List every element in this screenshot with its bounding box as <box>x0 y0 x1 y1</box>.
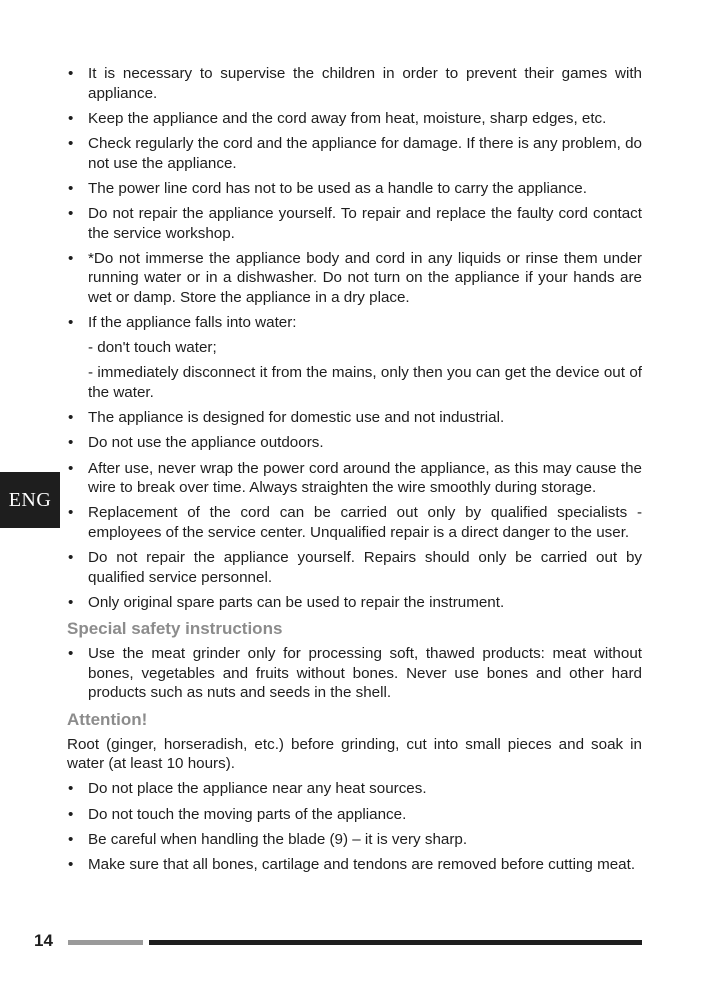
attention-paragraph: Root (ginger, horseradish, etc.) before grinding, cut into small pieces and soak in water (at least 10 hours). <box>67 735 642 773</box>
language-tab: ENG <box>0 472 60 528</box>
water-subitem: - don't touch water; <box>88 339 217 357</box>
special-safety-heading: Special safety instructions <box>67 619 283 639</box>
list-item: • After use, never wrap the power cord around the appliance, as this may cause the wire to break over time. Always straighten the wire smoothly during storage. <box>67 459 642 498</box>
page-number: 14 <box>34 931 53 950</box>
list-item: • The power line cord has not to be used as a handle to carry the appliance. <box>67 179 642 199</box>
list-item: • Use the meat grinder only for processing soft, thawed products: meat without bones, vegetables and fruits without bones. Never use bones and other hard products such as nuts and seeds in the shell. <box>67 644 642 703</box>
footer-bar-black <box>149 940 642 945</box>
list-item: • Do not repair the appliance yourself. Repairs should only be carried out by qualified service personnel. <box>67 548 642 587</box>
list-item: • If the appliance falls into water: <box>67 313 642 333</box>
manual-content <box>67 64 642 880</box>
water-subitem: - immediately disconnect it from the mains, only then you can get the device out of the water. <box>88 364 642 402</box>
list-item: • Replacement of the cord can be carried out only by qualified specialists - employees of the service center. Unqualified repair is a direct danger to the user. <box>67 503 642 542</box>
list-item: • It is necessary to supervise the children in order to prevent their games with appliance. <box>67 64 642 103</box>
list-item: • Make sure that all bones, cartilage and tendons are removed before cutting meat. <box>67 855 642 875</box>
list-item: • Do not repair the appliance yourself. To repair and replace the faulty cord contact the service workshop. <box>67 204 642 243</box>
attention-list <box>67 779 642 874</box>
list-item: • The appliance is designed for domestic use and not industrial. <box>67 408 642 428</box>
footer-bar-grey <box>68 940 143 945</box>
special-safety-list <box>67 644 642 703</box>
attention-heading: Attention! <box>67 709 148 729</box>
list-item: • Do not touch the moving parts of the appliance. <box>67 805 642 825</box>
list-item: • *Do not immerse the appliance body and cord in any liquids or rinse them under running water or in a dishwasher. Do not turn on the appliance if your hands are wet or damp. Store the appliance in a dry place. <box>67 249 642 308</box>
list-item: • Do not use the appliance outdoors. <box>67 433 642 453</box>
list-item: • Check regularly the cord and the appliance for damage. If there is any problem, do not use the appliance. <box>67 134 642 173</box>
list-item: • Keep the appliance and the cord away from heat, moisture, sharp edges, etc. <box>67 109 642 129</box>
list-item: • Do not place the appliance near any heat sources. <box>67 779 642 799</box>
safety-list-middle <box>67 408 642 612</box>
safety-list-top <box>67 64 642 333</box>
list-item: • Only original spare parts can be used to repair the instrument. <box>67 593 642 613</box>
list-item: • Be careful when handling the blade (9) – it is very sharp. <box>67 830 642 850</box>
